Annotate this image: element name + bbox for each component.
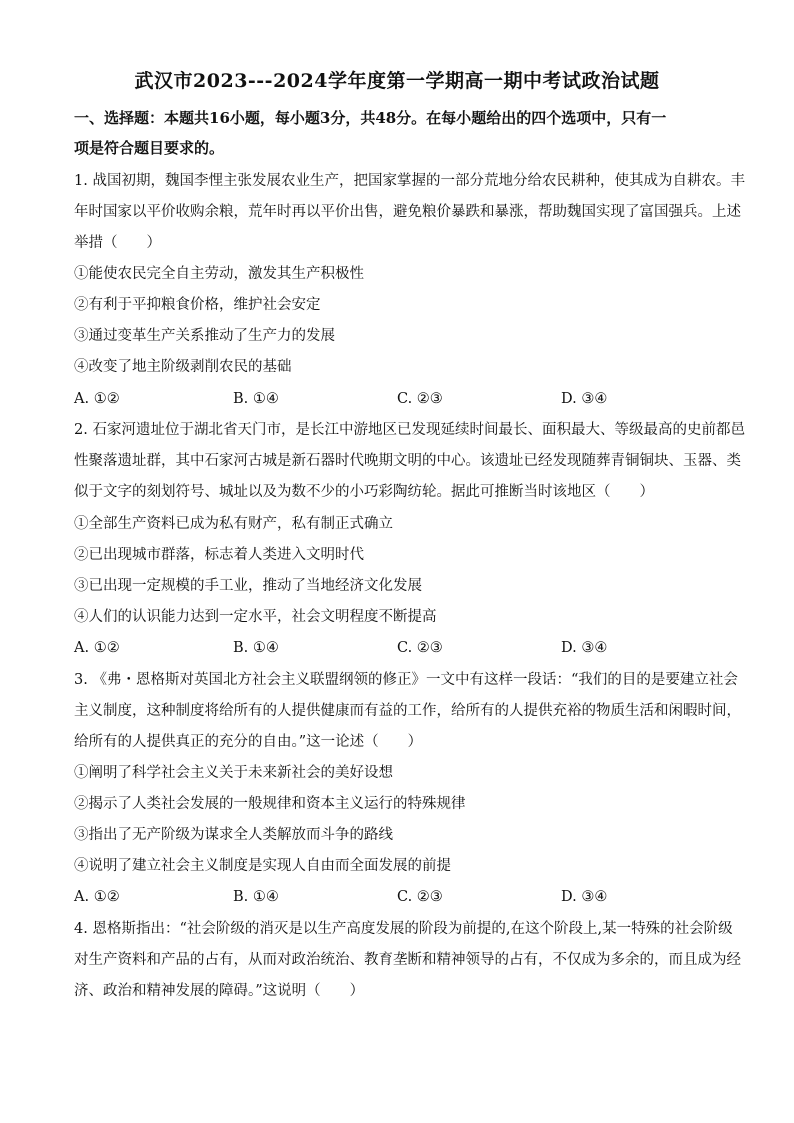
q4-stem-line-1: 4. 恩格斯指出：“社会阶级的消灭是以生产高度发展的阶段为前提的,在这个阶段上,某一特殊的社会阶级 xyxy=(74,921,733,937)
q1-stem-line-1: 1. 战国初期，魏国李悝主张发展农业生产，把国家掌握的一部分荒地分给农民耕种，使其成为自耕农。丰 xyxy=(74,173,745,189)
section-heading xyxy=(74,103,724,163)
section-heading-line-1: 一、选择题：本题共16小题，每小题3分，共48分。在每小题给出的四个选项中，只有一 xyxy=(74,109,667,127)
q1-stem-line-2: 年时国家以平价收购余粮，荒年时再以平价出售，避免粮价暴跌和暴涨，帮助魏国实现了富国强兵。上述 xyxy=(74,204,741,220)
q1-stem-line-3: 举措（ ） xyxy=(74,235,161,251)
q2-statement-4: ④人们的认识能力达到一定水平，社会文明程度不断提高 xyxy=(74,609,437,625)
q2-option-d[interactable]: D. ③④ xyxy=(561,640,608,656)
q3-stem-line-3: 给所有的人提供真正的充分的自由。”这一论述（ ） xyxy=(74,734,423,750)
q2-stem-line-1: 2. 石家河遗址位于湖北省天门市，是长江中游地区已发现延续时间最长、面积最大、等级最高的史前都邑 xyxy=(74,422,745,438)
q2-option-c[interactable]: C. ②③ xyxy=(397,640,443,656)
q1-option-b[interactable]: B. ①④ xyxy=(233,391,279,407)
q3-stem-line-2: 主义制度，这种制度将给所有的人提供健康而有益的工作，给所有的人提供充裕的物质生活和闲暇时间， xyxy=(74,703,741,719)
q1-option-d[interactable]: D. ③④ xyxy=(561,391,608,407)
q2-stem-line-3: 似于文字的刻划符号、城址以及为数不少的小巧彩陶纺轮。据此可推断当时该地区（ ） xyxy=(74,484,654,500)
q4-stem-line-3: 济、政治和精神发展的障碍。”这说明（ ） xyxy=(74,983,365,999)
q3-option-c[interactable]: C. ②③ xyxy=(397,889,443,905)
q3-statement-4: ④说明了建立社会主义制度是实现人自由而全面发展的前提 xyxy=(74,858,451,874)
q3-option-a[interactable]: A. ①② xyxy=(74,889,120,905)
q2-stem-line-2: 性聚落遗址群，其中石家河古城是新石器时代晚期文明的中心。该遗址已经发现随葬青铜铜块、玉器、类 xyxy=(74,453,741,469)
exam-title: 武汉市2023---2024学年度第一学期高一期中考试政治试题 xyxy=(134,70,660,92)
q2-statement-3: ③已出现一定规模的手工业，推动了当地经济文化发展 xyxy=(74,578,422,594)
q1-statement-2: ②有利于平抑粮食价格，维护社会安定 xyxy=(74,297,321,313)
q1-options xyxy=(74,389,734,409)
q3-stem-line-1: 3. 《弗・恩格斯对英国北方社会主义联盟纲领的修正》一文中有这样一段话：“我们的目的是要建立社会 xyxy=(74,672,738,688)
q1-option-a[interactable]: A. ①② xyxy=(74,391,120,407)
q2-statement-2: ②已出现城市群落，标志着人类进入文明时代 xyxy=(74,547,364,563)
q3-option-b[interactable]: B. ①④ xyxy=(233,889,279,905)
q3-option-d[interactable]: D. ③④ xyxy=(561,889,608,905)
q3-statement-3: ③指出了无产阶级为谋求全人类解放而斗争的路线 xyxy=(74,827,393,843)
q4-stem-line-2: 对生产资料和产品的占有，从而对政治统治、教育垄断和精神领导的占有，不仅成为多余的，而且成为经 xyxy=(74,952,741,968)
q2-options xyxy=(74,638,734,658)
q1-statement-3: ③通过变革生产关系推动了生产力的发展 xyxy=(74,328,335,344)
q3-statement-1: ①阐明了科学社会主义关于未来新社会的美好设想 xyxy=(74,765,393,781)
q1-option-c[interactable]: C. ②③ xyxy=(397,391,443,407)
q2-statement-1: ①全部生产资料已成为私有财产，私有制正式确立 xyxy=(74,516,393,532)
q2-option-a[interactable]: A. ①② xyxy=(74,640,120,656)
q1-statement-4: ④改变了地主阶级剥削农民的基础 xyxy=(74,359,292,375)
q3-statement-2: ②揭示了人类社会发展的一般规律和资本主义运行的特殊规律 xyxy=(74,796,466,812)
q3-options xyxy=(74,887,734,907)
q2-option-b[interactable]: B. ①④ xyxy=(233,640,279,656)
section-heading-line-2: 项是符合题目要求的。 xyxy=(74,139,225,157)
q1-statement-1: ①能使农民完全自主劳动，激发其生产积极性 xyxy=(74,266,364,282)
